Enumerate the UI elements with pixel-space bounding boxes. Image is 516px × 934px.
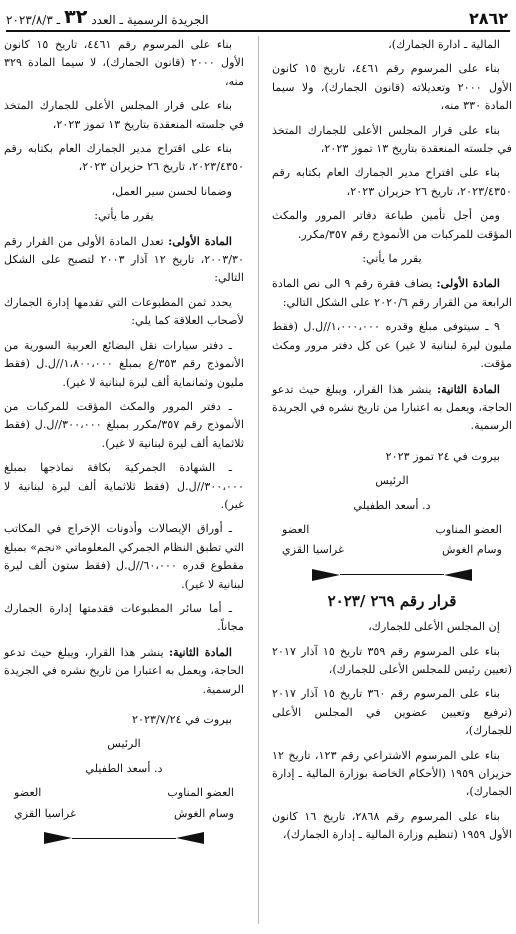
- article-text: يضاف فقرة رقم ٩ الى نص المادة الرابعة من القرار رقم ٢٠٢٠/٦ على الشكل التالي:: [272, 277, 512, 309]
- gazette-name: الجريدة الرسمية ـ العدد: [91, 13, 209, 27]
- article-text: تعدل المادة الأولى من القرار رقم ٢٠٠٣/٣٠، تاريخ ١٢ آذار ٢٠٠٣ لتصبح على الشكل التالي:: [4, 234, 245, 285]
- article-text: ينشر هذا القرار، ويبلغ حيث تدعو الحاجة، ويعمل به اعتبارا من تاريخ نشره في الجريدة الرسمية.: [272, 382, 512, 433]
- issue-date: ـ ٢٠٢٣/٨/٣: [6, 13, 61, 27]
- paragraph: بناء على قرار المجلس الأعلى للجمارك المتخذ في جلسته المنعقدة بتاريخ ١٣ تموز ٢٠٢٣،: [4, 99, 244, 131]
- list-item: ـ أما سائر المطبوعات فقدمتها إدارة الجمارك مجاناً.: [4, 601, 244, 634]
- paragraph: بناء على المرسوم رقم ٢٨٦٨، تاريخ ١٦ كانون الأول ١٩٥٩ (تنظيم وزارة المالية ـ إدارة الجمارك)،: [272, 809, 512, 842]
- column-divider: [258, 36, 259, 924]
- member-title: العضو: [282, 522, 310, 536]
- paragraph: المالية ـ ادارة الجمارك)،: [388, 38, 500, 51]
- deputy-name: وسام الغوش: [173, 806, 234, 820]
- article-label: المادة الأولى:: [168, 233, 233, 248]
- article-2: [272, 380, 512, 436]
- paragraph: بناء على اقتراح مدير الجمارك العام بكتابه رقم ٢٠٢٣/٤٣٥٠، تاريخ ٢٦ حزيران ٢٠٢٣،: [4, 142, 244, 174]
- paragraph: بناء على المرسوم رقم ٣٦٠ تاريخ ١٥ آذار ٢٠١٧ (ترفيع وتعيين عضوين في المجلس الأعلى للجمارك)،: [272, 687, 512, 738]
- paragraph: بناء على قرار المجلس الأعلى للجمارك المتخذ في جلسته المنعقدة بتاريخ ١٣ تموز ٢٠٢٣،: [272, 123, 512, 156]
- member-title: العضو: [14, 786, 42, 800]
- divider-ornament: [176, 832, 204, 844]
- paragraph: بناء على المرسوم الاشتراعي رقم ١٢٣، تاريخ ١٢ حزيران ١٩٥٩ (الأحكام الخاصة بوزارة المالية ـ إدارة الجمارك)،: [272, 748, 512, 799]
- member-name: غراسيا القزي: [14, 806, 76, 820]
- signature-titles: [282, 521, 502, 539]
- deputy-name: وسام الغوش: [441, 543, 502, 557]
- list-item: ـ الشهادة الجمركية بكافة نماذجها بمبلغ ٣٠٠،٠٠٠//ل.ل (فقط ثلاثماية ألف ليرة لبنانية لا غير).: [4, 461, 244, 511]
- section-divider: [312, 568, 472, 582]
- list-item: ـ أوراق الإيصالات وأذونات الإخراج في المكاتب التي تطبق النظام الجمركي المعلوماتي «نجم» بمبلغ مقطوع قدره ٦٠،٠٠٠//ل.ل (فقط ستون ألف ليرة لبنانية لا غير).: [4, 522, 244, 591]
- divider-ornament: [312, 569, 340, 581]
- signature-names: [282, 541, 502, 559]
- article-1-sub: يحدد ثمن المطبوعات التي تقدمها إدارة الجمارك لأصحاب العلاقة كما يلي:: [4, 295, 244, 328]
- divider-ornament: [44, 832, 72, 844]
- place-date: بيروت في ٢٤ تموز ٢٠٢٣: [385, 449, 500, 463]
- article-text: ينشر هذا القرار، ويبلغ حيث تدعو الحاجة، ويعمل به اعتبارا من تاريخ نشره في الجريدة الرسمية.: [4, 645, 244, 696]
- president-title: الرئيس: [107, 737, 141, 751]
- president-name: د. أسعد الطفيلي: [85, 761, 163, 775]
- article-label: المادة الثانية:: [437, 381, 501, 396]
- decides-heading: يقرر ما يأتي:: [362, 252, 422, 266]
- paragraph: وضمانا لحسن سير العمل،: [111, 184, 232, 198]
- article-2: [4, 643, 244, 699]
- place-date: بيروت في ٢٠٢٣/٧/٢٤: [132, 713, 232, 726]
- paragraph: بناء على المرسوم رقم ٤٤٦١، تاريخ ١٥ كانون الأول ٢٠٠٠ وتعديلاته (قانون الجمارك)، ولا سيما المادة ٣٣٠ منه،: [272, 62, 513, 113]
- section-divider: [44, 831, 204, 845]
- article-label: المادة الأولى:: [436, 276, 500, 291]
- issue-number: ٣٢: [64, 6, 88, 28]
- member-name: غراسيا القزي: [282, 543, 344, 557]
- signature-names: [14, 805, 234, 823]
- paragraph: إن المجلس الأعلى للجمارك،: [368, 620, 500, 634]
- member-deputy-title: العضو المناوب: [435, 522, 502, 536]
- right-column: [272, 36, 512, 851]
- president-name: د. أسعد الطفيلي: [353, 498, 431, 512]
- article-1-item: ٩ ـ سيتوفى مبلغ وقدره ١،٠٠٠،٠٠٠//ل.ل (فقط مليون ليرة لبنانية لا غير) عن كل دفتر مرور ومكث مؤقت.: [272, 320, 512, 371]
- paragraph: بناء على المرسوم رقم ٤٤٦١، تاريخ ١٥ كانون الأول ٢٠٠٠ (قانون الجمارك)، لا سيما المادة ٣٢٩ منه،: [4, 38, 245, 88]
- paragraph: بناء على المرسوم رقم ٣٥٩ تاريخ ١٥ آذار ٢٠١٧ (تعيين رئيس للمجلس الأعلى للجمارك)،: [272, 644, 512, 676]
- article-label: المادة الثانية:: [169, 644, 233, 659]
- page-header: [6, 2, 510, 32]
- divider-ornament: [444, 569, 472, 581]
- gazette-issue-info: [6, 7, 209, 30]
- page-number: ٢٨٦٢: [468, 9, 508, 28]
- article-1: [4, 232, 244, 288]
- decides-heading: يقرر ما يأتي:: [94, 209, 154, 223]
- article-1: [272, 274, 512, 312]
- paragraph: بناء على اقتراح مدير الجمارك العام بكتابه رقم ٢٠٢٣/٤٣٥٠، تاريخ ٢٦ حزيران ٢٠٢٣،: [272, 166, 512, 198]
- decision-title: قرار رقم ٢٦٩ /٢٠٢٣: [327, 591, 457, 610]
- left-column: [4, 36, 244, 855]
- member-deputy-title: العضو المناوب: [167, 786, 234, 800]
- list-item: ـ دفتر سيارات نقل البضائع العربية السورية من الأنموذج رقم ٣٥٣/ع بمبلغ ١،٨٠٠،٠٠٠//ل.ل (فقط مليون وثمانماية ألف ليرة لبنانية لا غير).: [4, 338, 244, 389]
- list-item: ـ دفتر المرور والمكث المؤقت للمركبات من الأنموذج رقم ٣٥٧/مكرر بمبلغ ٣٠٠،٠٠٠//ل.ل (فقط ثلاثماية ألف ليرة لبنانية لا غير).: [4, 399, 244, 450]
- signature-titles: [14, 784, 234, 802]
- paragraph: ومن أجل تأمين طباعة دفاتر المرور والمكث المؤقت للمركبات من الأنموذج رقم ٣٥٧/مكرر.: [272, 209, 512, 241]
- president-title: الرئيس: [375, 474, 409, 488]
